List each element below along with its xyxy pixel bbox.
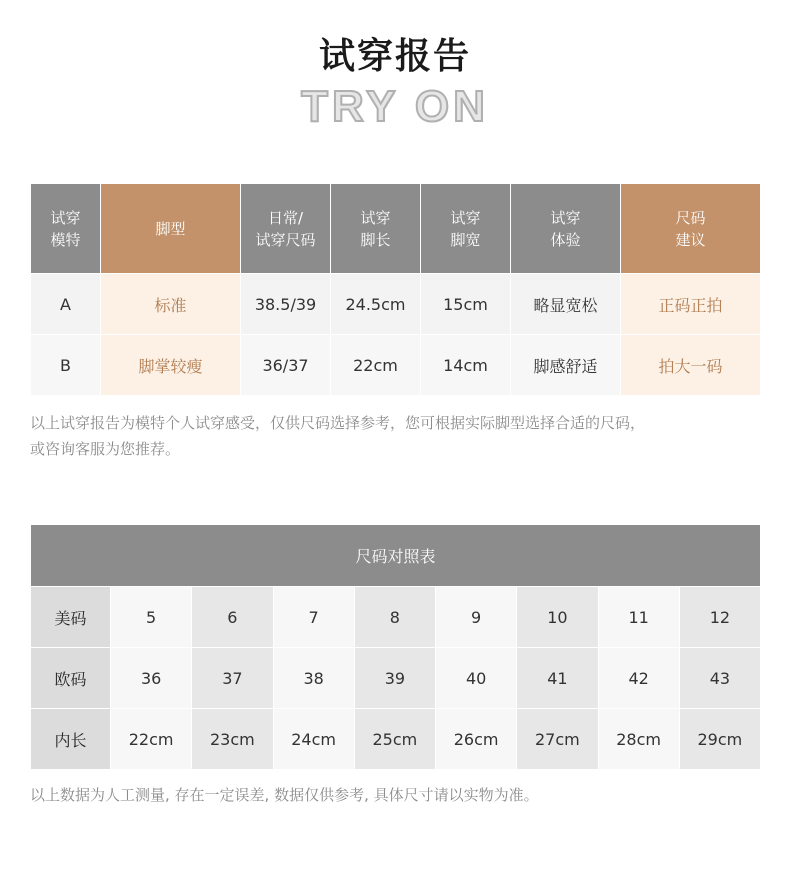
tryon-note-line1: 以上试穿报告为模特个人试穿感受，仅供尺码选择参考，您可根据实际脚型选择合适的尺码， bbox=[30, 414, 646, 432]
size-row-eu bbox=[31, 648, 761, 709]
foot-type-cell: 脚掌较瘦 bbox=[101, 335, 241, 396]
size-cell: 28cm bbox=[598, 709, 679, 770]
header-foot-length: 试穿 脚长 bbox=[331, 184, 421, 274]
size-cell: 42 bbox=[598, 648, 679, 709]
length-cell: 22cm bbox=[331, 335, 421, 396]
size-cell: 25cm bbox=[354, 709, 435, 770]
experience-cell: 脚感舒适 bbox=[511, 335, 621, 396]
size-cell: 22cm bbox=[111, 709, 192, 770]
width-cell: 14cm bbox=[421, 335, 511, 396]
size-cell: 6 bbox=[192, 587, 273, 648]
row-label: 美码 bbox=[31, 587, 111, 648]
table-row bbox=[31, 335, 761, 396]
size-cell: 41 bbox=[517, 648, 598, 709]
size-cell: 11 bbox=[598, 587, 679, 648]
size-cell: 38 bbox=[273, 648, 354, 709]
tryon-header-row bbox=[31, 184, 761, 274]
size-chart-header-row bbox=[31, 525, 761, 587]
size-cell: 9 bbox=[436, 587, 517, 648]
size-cell: 24cm bbox=[273, 709, 354, 770]
row-label: 欧码 bbox=[31, 648, 111, 709]
size-chart-note: 以上数据为人工测量, 存在一定误差, 数据仅供参考, 具体尺寸请以实物为准。 bbox=[30, 786, 539, 804]
size-chart-table bbox=[30, 524, 761, 770]
advice-cell: 正码正拍 bbox=[621, 274, 761, 335]
experience-cell: 略显宽松 bbox=[511, 274, 621, 335]
size-row-inner-length bbox=[31, 709, 761, 770]
size-cell: 8 bbox=[354, 587, 435, 648]
header-foot-width: 试穿 脚宽 bbox=[421, 184, 511, 274]
header-foot-type: 脚型 bbox=[101, 184, 241, 274]
page-subtitle: TRY ON bbox=[301, 82, 489, 131]
size-cell: 5 bbox=[111, 587, 192, 648]
size-cell: 23cm bbox=[192, 709, 273, 770]
size-cell: 38.5/39 bbox=[241, 274, 331, 335]
header-experience: 试穿 体验 bbox=[511, 184, 621, 274]
size-cell: 36/37 bbox=[241, 335, 331, 396]
size-cell: 7 bbox=[273, 587, 354, 648]
model-cell: B bbox=[31, 335, 101, 396]
size-cell: 12 bbox=[679, 587, 760, 648]
tryon-report-table bbox=[30, 183, 761, 396]
width-cell: 15cm bbox=[421, 274, 511, 335]
advice-cell: 拍大一码 bbox=[621, 335, 761, 396]
row-label: 内长 bbox=[31, 709, 111, 770]
header-daily-size: 日常/ 试穿尺码 bbox=[241, 184, 331, 274]
page-title: 试穿报告 bbox=[318, 36, 471, 77]
size-row-us bbox=[31, 587, 761, 648]
size-cell: 26cm bbox=[436, 709, 517, 770]
tryon-note-line2: 或咨询客服为您推荐。 bbox=[30, 440, 181, 458]
size-cell: 10 bbox=[517, 587, 598, 648]
size-cell: 37 bbox=[192, 648, 273, 709]
size-cell: 40 bbox=[436, 648, 517, 709]
size-chart-title: 尺码对照表 bbox=[31, 525, 761, 587]
header-model: 试穿 模特 bbox=[31, 184, 101, 274]
size-cell: 27cm bbox=[517, 709, 598, 770]
foot-type-cell: 标准 bbox=[101, 274, 241, 335]
header-size-advice: 尺码 建议 bbox=[621, 184, 761, 274]
size-cell: 39 bbox=[354, 648, 435, 709]
model-cell: A bbox=[31, 274, 101, 335]
length-cell: 24.5cm bbox=[331, 274, 421, 335]
table-row bbox=[31, 274, 761, 335]
size-cell: 36 bbox=[111, 648, 192, 709]
size-cell: 43 bbox=[679, 648, 760, 709]
size-cell: 29cm bbox=[679, 709, 760, 770]
tryon-note bbox=[30, 410, 760, 462]
